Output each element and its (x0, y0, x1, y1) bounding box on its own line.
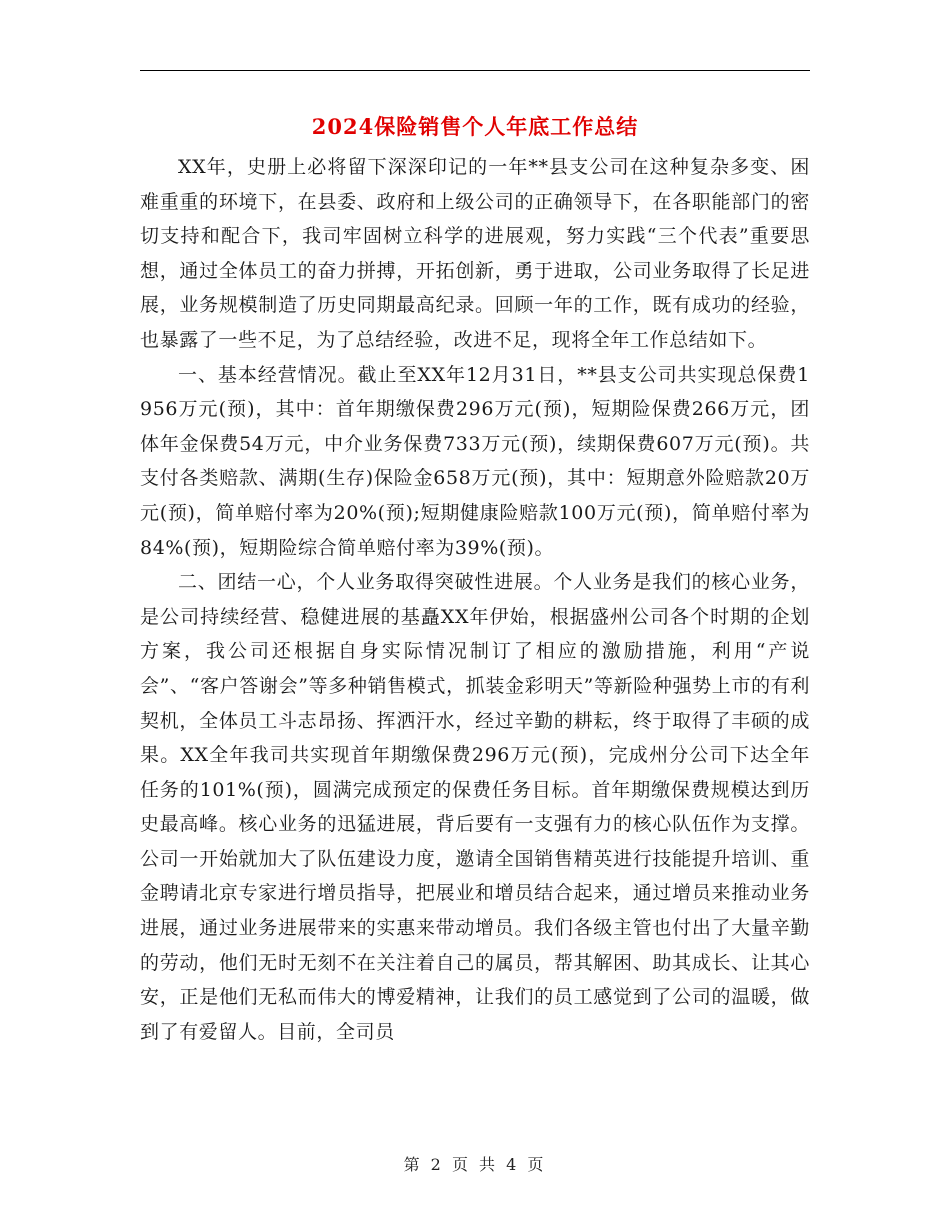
header-rule (140, 70, 810, 71)
document-body (140, 150, 810, 1049)
paragraph-intro: XX年，史册上必将留下深深印记的一年**县支公司在这种复杂多变、困难重重的环境下，在县委、政府和上级公司的正确领导下，在各职能部门的密切支持和配合下，我司牢固树立科学的进展观，努力实践“三个代表”重要思想，通过全体员工的奋力拼搏，开拓创新，勇于进取，公司业务取得了长足进展，业务规模制造了历史同期最高纪录。回顾一年的工作，既有成功的经验，也暴露了一些不足，为了总结经验，改进不足，现将全年工作总结如下。 (140, 156, 810, 351)
document-title: 2024保险销售个人年底工作总结 (311, 114, 639, 139)
page-number-footer: 第 2 页 共 4 页 (403, 1155, 547, 1174)
paragraph-individual-business: 二、团结一心，个人业务取得突破性进展。个人业务是我们的核心业务，是公司持续经营、稳健进展的基矗XX年伊始，根据盛州公司各个时期的企划方案，我公司还根据自身实际情况制订了相应的激励措施，利用“产说会”、“客户答谢会”等多种销售模式，抓装金彩明天”等新险种强势上市的有利契机，全体员工斗志昂扬、挥洒汗水，经过辛勤的耕耘，终于取得了丰硕的成果。XX全年我司共实现首年期缴保费296万元(预)，完成州分公司下达全年任务的101%(预)，圆满完成预定的保费任务目标。首年期缴保费规模达到历史最高峰。核心业务的迅猛进展，背后要有一支强有力的核心队伍作为支撑。公司一开始就加大了队伍建设力度，邀请全国销售精英进行技能提升培训、重金聘请北京专家进行增员指导，把展业和增员结合起来，通过增员来推动业务进展，通过业务进展带来的实惠来带动增员。我们各级主管也付出了大量辛勤的劳动，他们无时无刻不在关注着自己的属员，帮其解困、助其成长、让其心安，正是他们无私而伟大的博爱精神，让我们的员工感觉到了公司的温暖，做到了有爱留人。目前，全司员 (140, 571, 810, 1043)
paragraph-operating-summary: 一、基本经营情况。截止至XX年12月31日，**县支公司共实现总保费1956万元(预)，其中：首年期缴保费296万元(预)，短期险保费266万元，团体年金保费54万元，中介业务保费733万元(预)，续期保费607万元(预)。共支付各类赔款、满期(生存)保险金658万元(预)，其中：短期意外险赔款20万元(预)，简单赔付率为20%(预);短期健康险赔款100万元(预)，简单赔付率为84%(预)，短期险综合简单赔付率为39%(预)。 (140, 363, 810, 559)
